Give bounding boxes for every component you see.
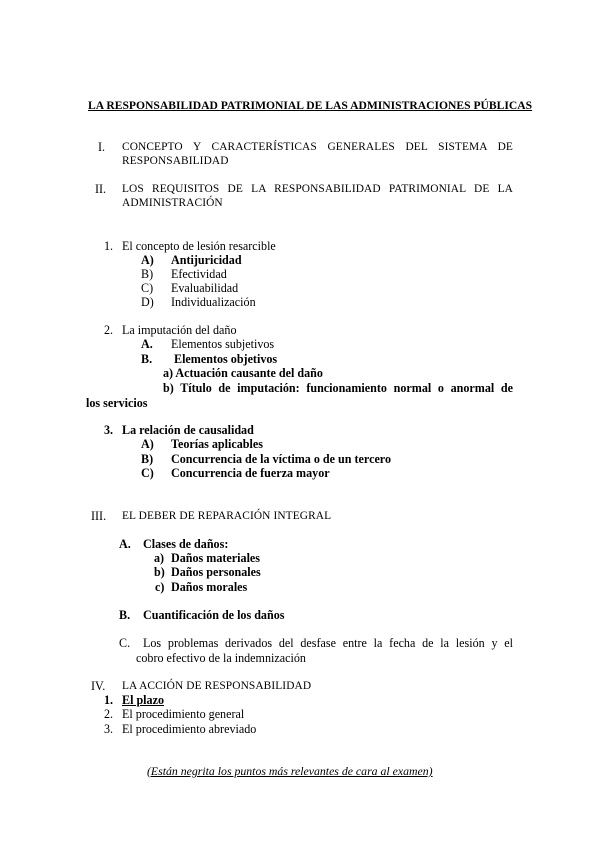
subitem-letter: D): [141, 295, 154, 309]
item-number: 3.: [104, 423, 114, 437]
section-iii-numeral: III.: [91, 509, 107, 523]
section-ii-numeral: II.: [95, 182, 107, 196]
item-cuantificacion-danos: Cuantificación de los daños: [143, 608, 285, 622]
item-procedimiento-abreviado: El procedimiento abreviado: [122, 722, 257, 736]
subitem-elementos-objetivos: Elementos objetivos: [174, 352, 278, 366]
subitem-danos-materiales: Daños materiales: [171, 551, 261, 565]
item-lesion-resarcible: El concepto de lesión resarcible: [122, 239, 276, 253]
item-number: 2.: [104, 707, 114, 721]
subitem-teorias-aplicables: Teorías aplicables: [171, 437, 263, 451]
item-el-plazo: El plazo: [122, 693, 164, 707]
section-i-heading-line1: CONCEPTO Y CARACTERÍSTICAS GENERALES DEL SISTEMA DE: [122, 141, 513, 153]
footnote: (Están negrita los puntos más relevantes de cara al examen): [147, 764, 433, 778]
item-number: 1.: [104, 693, 114, 707]
subitem-letter: C): [141, 281, 154, 295]
item-number: 2.: [104, 323, 114, 337]
section-ii-heading-line2: ADMINISTRACIÓN: [122, 197, 223, 209]
item-number: 3.: [104, 722, 114, 736]
subsubitem-titulo-imputacion-cont: los servicios: [86, 396, 148, 410]
subitem-letter: c): [155, 580, 165, 594]
subitem-letter: b): [154, 565, 165, 579]
subitem-letter: B): [141, 267, 154, 281]
item-letter: C.: [119, 636, 131, 650]
subitem-letter: B.: [141, 352, 153, 366]
subitem-fuerza-mayor: Concurrencia de fuerza mayor: [171, 466, 330, 480]
subsubitem-actuacion-causante: a) Actuación causante del daño: [163, 366, 323, 380]
item-clases-danos: Clases de daños:: [143, 537, 229, 551]
item-problemas-desfase-line1: Los problemas derivados del desfase entre la fecha de la lesión y el: [143, 636, 513, 650]
item-relacion-causalidad: La relación de causalidad: [122, 423, 254, 437]
section-iii-heading: EL DEBER DE REPARACIÓN INTEGRAL: [122, 510, 332, 522]
item-letter: B.: [119, 608, 131, 622]
subitem-antijuricidad: Antijuricidad: [171, 253, 242, 267]
subitem-letter: A): [141, 253, 154, 267]
item-procedimiento-general: El procedimiento general: [122, 707, 245, 721]
subitem-letter: a): [154, 551, 165, 565]
subitem-letter: C): [141, 466, 154, 480]
subitem-letter: A.: [141, 337, 153, 351]
subitem-elementos-subjetivos: Elementos subjetivos: [171, 337, 275, 351]
subitem-danos-personales: Daños personales: [171, 565, 261, 579]
item-imputacion-dano: La imputación del daño: [122, 323, 237, 337]
section-ii-heading-line1: LOS REQUISITOS DE LA RESPONSABILIDAD PATRIMONIAL DE LA: [122, 183, 513, 195]
subitem-concurrencia-victima: Concurrencia de la víctima o de un tercero: [171, 452, 392, 466]
section-iv-heading: LA ACCIÓN DE RESPONSABILIDAD: [122, 680, 312, 692]
item-number: 1.: [104, 239, 114, 253]
subitem-letter: B): [141, 452, 154, 466]
section-iv-numeral: IV.: [91, 679, 106, 693]
section-i-numeral: I.: [98, 140, 106, 154]
item-letter: A.: [119, 537, 131, 551]
subitem-efectividad: Efectividad: [171, 267, 227, 281]
document-title: LA RESPONSABILIDAD PATRIMONIAL DE LAS ADMINISTRACIONES PÚBLICAS: [88, 99, 533, 112]
subitem-individualizacion: Individualización: [171, 295, 256, 309]
subitem-letter: A): [141, 437, 154, 451]
subsubitem-titulo-imputacion: b) Título de imputación: funcionamiento normal o anormal de: [163, 381, 513, 395]
subitem-evaluabilidad: Evaluabilidad: [171, 281, 239, 295]
subitem-danos-morales: Daños morales: [171, 580, 248, 594]
item-problemas-desfase-line2: cobro efectivo de la indemnización: [136, 651, 306, 665]
section-i-heading-line2: RESPONSABILIDAD: [122, 155, 229, 167]
